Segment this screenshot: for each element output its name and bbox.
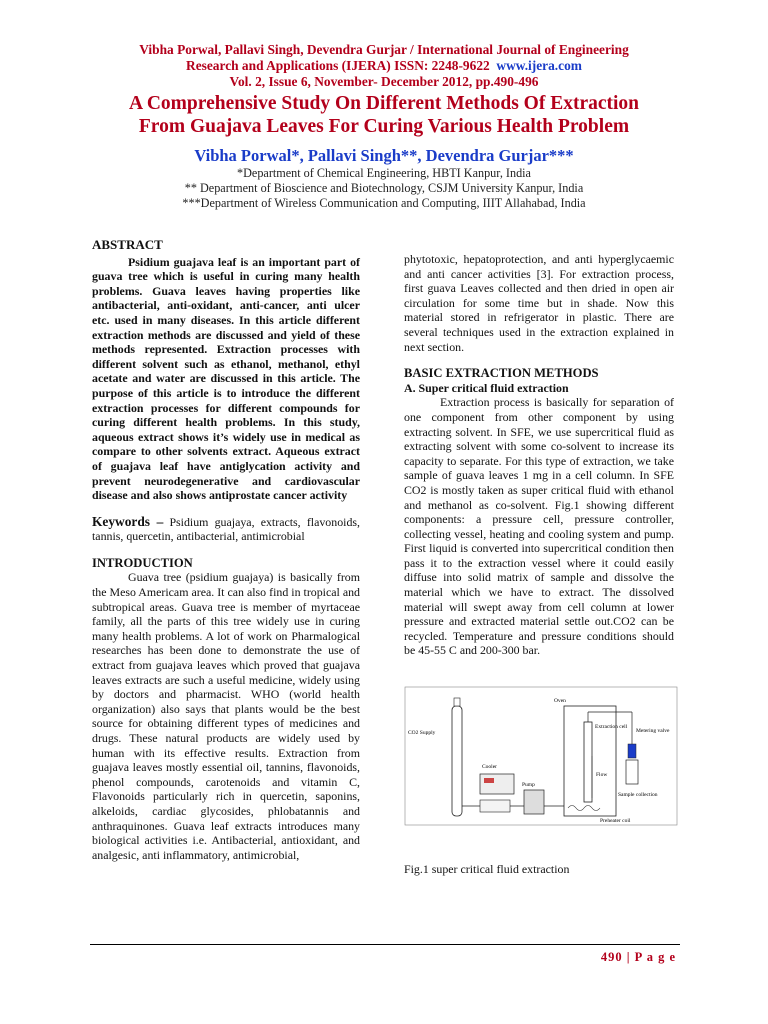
abstract-text: Psidium guajava leaf is an important part of guava tree which is useful in curing many health problems. Guava leaves having properties like antibacterial, anti-oxidant, anti-cancer, anti ulcer etc. used in many diseases. In this article different extraction methods are discussed and yield of these methods represented. Extraction processes with different solvent such as ethanol, methanol, ethyl acetate and water are discussed in this article. The purpose of this article is to introduce the different extraction processes for different compounds for curing different health problems. In this study, aqueous extract shows it’s widely use in medical as compare to other solvents extract. Aqueous extract of guajava leaf have antiglycation activity and prevent neurodegenerative and cardiovascular disease and also shows antiprostate cancer activity xyxy=(92,254,360,503)
fig-label-sample: Sample collection xyxy=(618,792,658,798)
fig-label-co2: CO2 Supply xyxy=(408,730,436,736)
journal-header-line-2 xyxy=(0,58,768,74)
right-column xyxy=(404,252,674,658)
metering-valve xyxy=(628,744,636,758)
fig-label-cooler: Cooler xyxy=(482,764,497,770)
fig-label-valve: Metering valve xyxy=(636,728,670,734)
basic-methods-heading: BASIC EXTRACTION METHODS xyxy=(404,366,599,381)
paper-title-line-2: From Guajava Leaves For Curing Various Health Problem xyxy=(138,116,630,137)
cooler-unit xyxy=(480,774,514,794)
fig-label-oven: Oven xyxy=(554,698,566,704)
affiliation-1: *Department of Chemical Engineering, HBTI Kanpur, India xyxy=(237,166,531,180)
fig-label-pump: Pump xyxy=(522,782,535,788)
figure-1-diagram xyxy=(404,686,678,826)
affiliation-3: ***Department of Wireless Communication and Computing, IIIT Allahabad, India xyxy=(182,196,586,210)
sample-vial xyxy=(626,760,638,784)
journal-header-line-3: Vol. 2, Issue 6, November- December 2012, pp.490-496 xyxy=(229,74,539,89)
fig-label-preheater: Preheater coil xyxy=(600,818,631,824)
authors: Vibha Porwal*, Pallavi Singh**, Devendra Gurjar*** xyxy=(194,146,574,165)
introduction-text: Guava tree (psidium guajaya) is basically from the Meso Americam area. It can also find in tropical and subtropical areas. Guava tree is member of myrtaceae family, all the parts of this tree widely use in curing many health problems. A lot of work on Pharmalogical researches has been done to demonstrate the use of extract from guajava leaves which proved that guajava leaves extracts are such a useful medicine, widely using by doctors and pharmacist. WHO (world health organization) also says that plants would be the best source for obtaining different types of medicines and drugs. These natural products are widely used by human with its effective results. Extraction from guajava leaves mostly essential oil, tannins, flavonoids, phenol compounds, carotenoids and vitamin C, Flavonoids particularly rich in quercetin, saponins, alkeloids, cardiac glycosides, phlobatannis and anthraquinones. Guava leaf extracts introduces many biological activities i.e. Antibacterial, antioxidant, and analgesic, anti inflammatory, antimicrobial, xyxy=(92,570,360,862)
affiliation-2: ** Department of Bioscience and Biotechnology, CSJM University Kanpur, India xyxy=(184,181,584,195)
sfe-subheading: A. Super critical fluid extraction xyxy=(404,380,569,395)
abstract-heading: ABSTRACT xyxy=(92,237,163,252)
footer-rule xyxy=(90,944,680,945)
co2-cylinder xyxy=(452,706,462,816)
extraction-cell xyxy=(584,722,592,802)
page-number: 490 | P a g e xyxy=(600,950,676,964)
paper-title-line-1: A Comprehensive Study On Different Methods Of Extraction xyxy=(128,93,640,114)
introduction-heading: INTRODUCTION xyxy=(92,555,193,570)
left-column xyxy=(92,238,360,862)
fig-label-flow: Flow xyxy=(596,772,608,778)
journal-url[interactable]: www.ijera.com xyxy=(496,58,582,73)
figure-1-caption: Fig.1 super critical fluid extraction xyxy=(404,862,570,876)
journal-issn: Research and Applications (IJERA) ISSN: 2248-9622 xyxy=(186,58,490,73)
preheater-coil xyxy=(568,806,600,811)
right-paragraph-1: phytotoxic, hepatoprotection, and anti hyperglycaemic and anti cancer activities [3]. For extraction process, first guava Leaves collected and then dried in open air circulation for some time but in shade. Now this material stored in refrigerator in plastic. There are several techniques used in the extraction explained in next section. xyxy=(404,252,674,354)
sfe-paragraph: Extraction process is basically for separation of one component from other component by using extracting solvent. In SFE, we use supercritical fluid as extracting solvent with some co-solvent to increase its capacity to separate. For this type of extraction, we take sample of guava leaves 1 mg in a cell column. In SFE CO2 is mostly taken as super critical fluid with ethanol and methanol as co-solvent. Fig.1 showing different components: a pressure cell, pressure controller, collecting vessel, heating and cooling system and pump. First liquid is converted into supercritical condition then pass it to the extraction vessel where it could easily diffuse into solid matrix of sample and dissolve the material which we have to extract. The dissolved material will swept away from cell column at lower pressure and extracted material settle out.CO2 can be recycled. Temperature and pressure conditions should be 45-55 C and 200-300 bar. xyxy=(404,395,674,658)
journal-header-line-1: Vibha Porwal, Pallavi Singh, Devendra Gurjar / International Journal of Engineering xyxy=(139,42,629,57)
pump xyxy=(524,790,544,814)
keywords-label: Keywords – xyxy=(92,513,164,529)
keywords-text: Psidium guajaya, extracts, flavonoids, tannis, quercetin, antibacterial, antimicrobial xyxy=(92,514,360,544)
fig-label-cell: Extraction cell xyxy=(595,724,628,730)
keywords xyxy=(92,515,360,544)
